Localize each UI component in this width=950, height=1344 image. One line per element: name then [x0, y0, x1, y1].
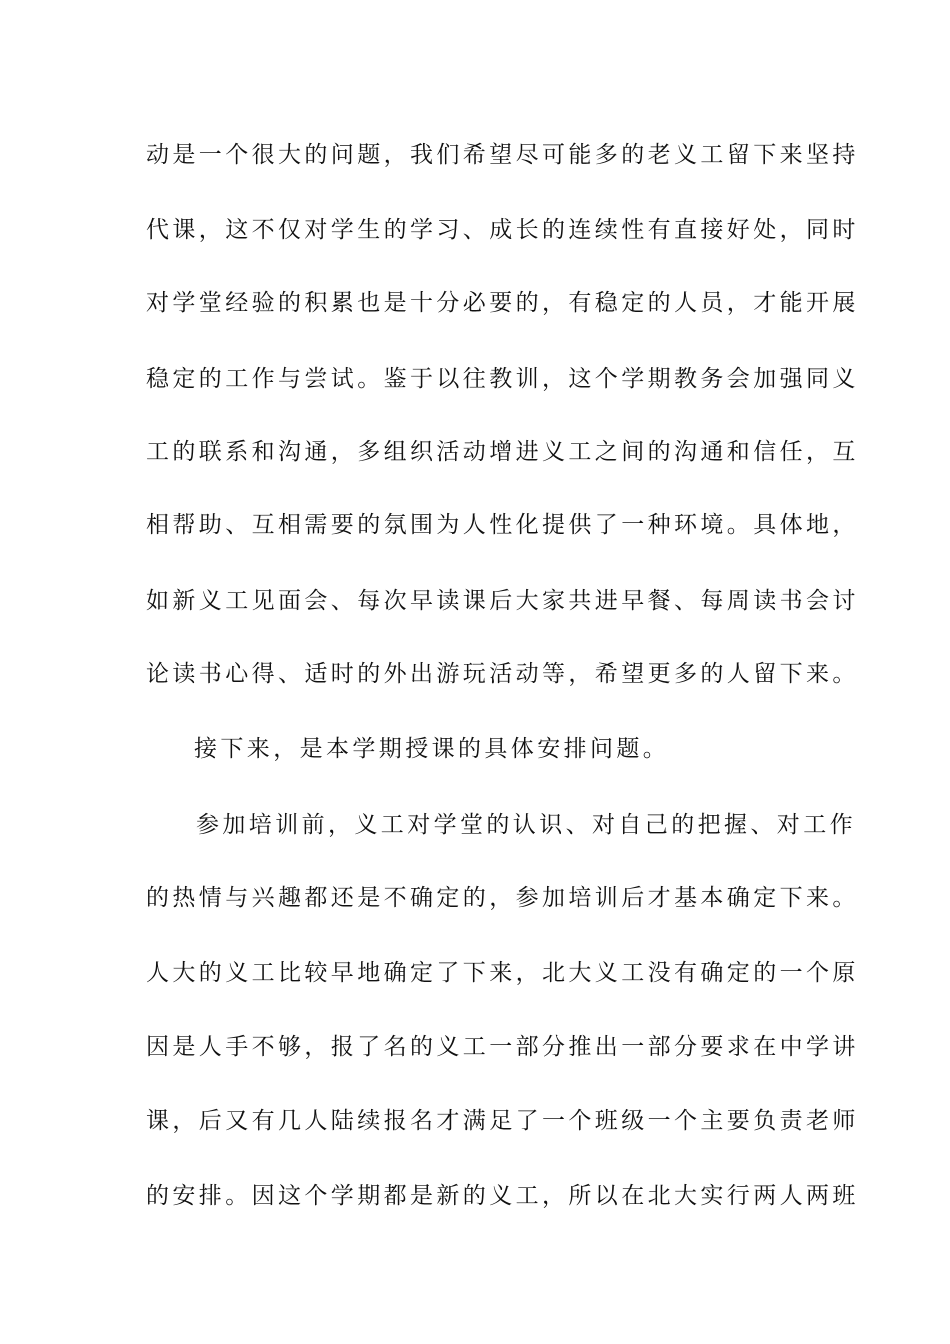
text-line: 相帮助、互相需要的氛围为人性化提供了一种环境。具体地，	[146, 512, 859, 538]
text-line: 人大的义工比较早地确定了下来，北大义工没有确定的一个原	[146, 960, 859, 986]
text-line: 工的联系和沟通，多组织活动增进义工之间的沟通和信任，互	[146, 439, 859, 465]
text-line: 代课，这不仅对学生的学习、成长的连续性有直接好处，同时	[146, 217, 859, 243]
paragraph-line: 参加培训前，义工对学堂的认识、对自己的把握、对工作	[196, 812, 856, 838]
text-line: 稳定的工作与尝试。鉴于以往教训，这个学期教务会加强同义	[146, 366, 859, 392]
text-line: 的安排。因这个学期都是新的义工，所以在北大实行两人两班	[146, 1183, 859, 1209]
text-line: 论读书心得、适时的外出游玩活动等，希望更多的人留下来。	[146, 661, 859, 687]
text-line: 对学堂经验的积累也是十分必要的，有稳定的人员，才能开展	[146, 290, 859, 316]
text-line: 如新义工见面会、每次早读课后大家共进早餐、每周读书会讨	[146, 588, 859, 614]
text-line: 动是一个很大的问题，我们希望尽可能多的老义工留下来坚持	[146, 142, 859, 168]
text-line: 课，后又有几人陆续报名才满足了一个班级一个主要负责老师	[146, 1108, 859, 1134]
text-line: 因是人手不够，报了名的义工一部分推出一部分要求在中学讲	[146, 1034, 859, 1060]
text-line: 的热情与兴趣都还是不确定的，参加培训后才基本确定下来。	[146, 885, 859, 911]
paragraph-line: 接下来，是本学期授课的具体安排问题。	[194, 736, 670, 762]
